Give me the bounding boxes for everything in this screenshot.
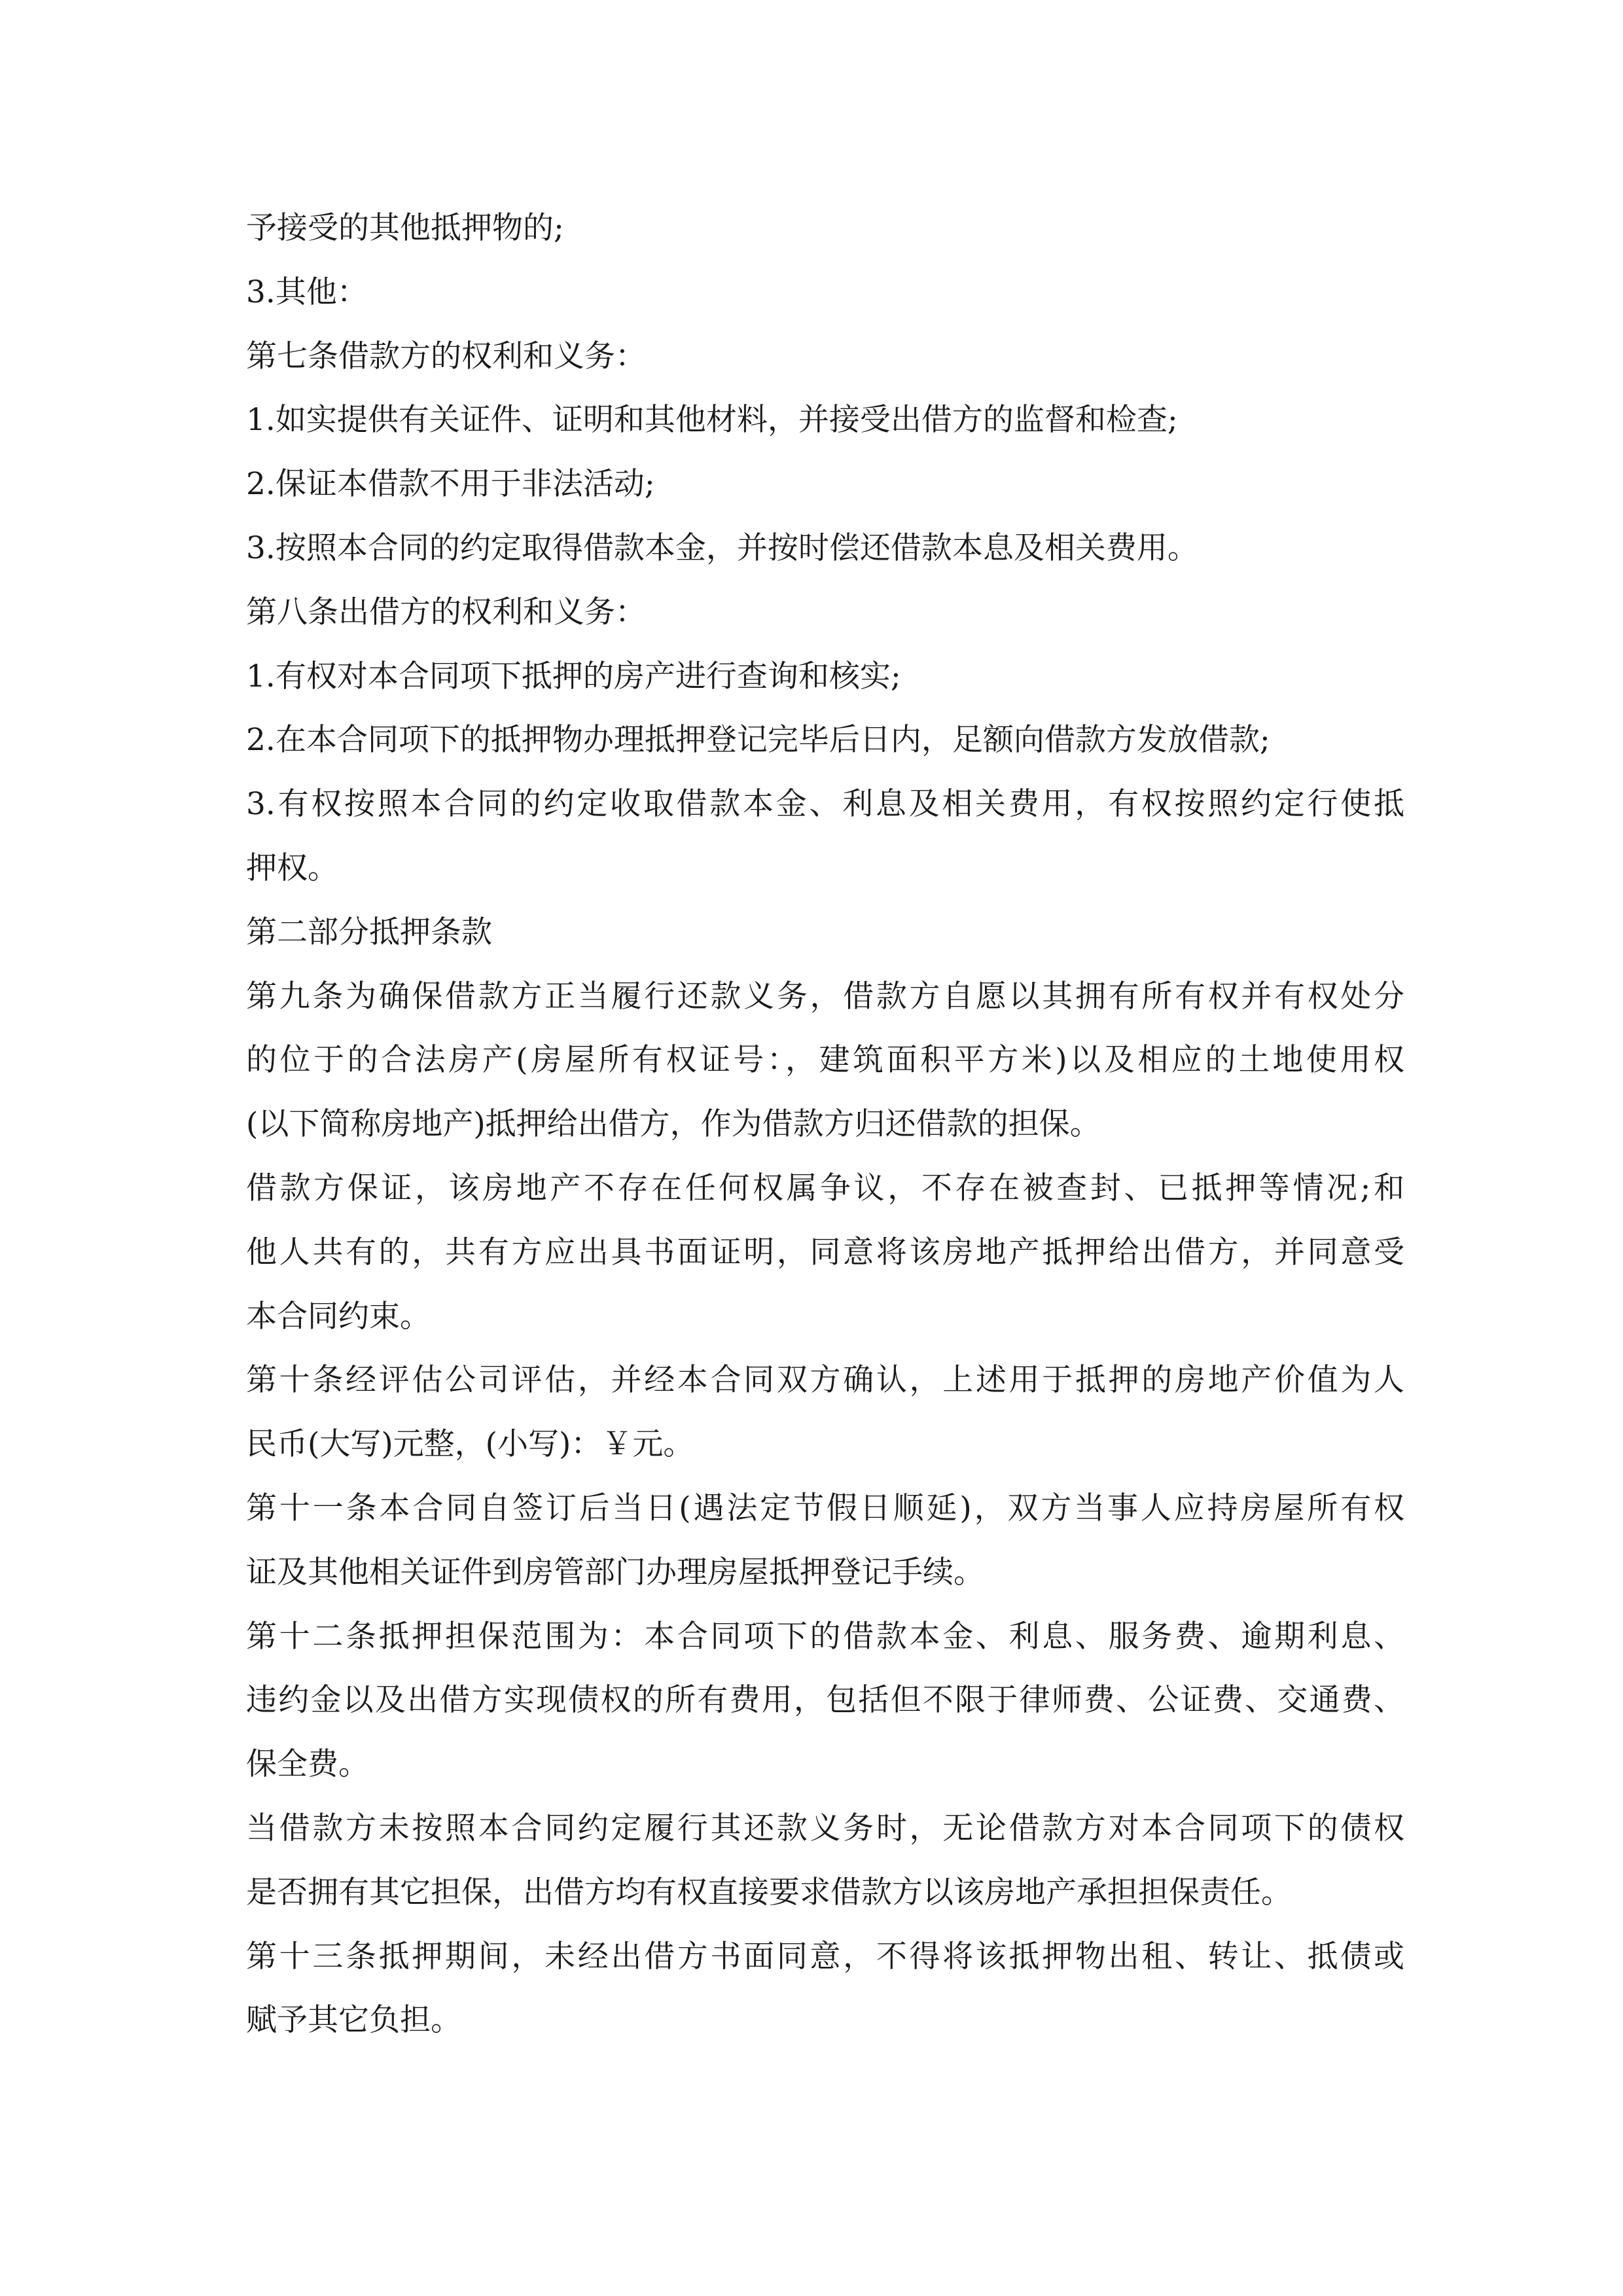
section-heading: 第八条出借方的权利和义务：: [246, 594, 646, 630]
text-line: 证及其他相关证件到房管部门办理房屋抵押登记手续。: [246, 1554, 984, 1590]
text-line: 的位于的合法房产(房屋所有权证号：，建筑面积平方米)以及相应的土地使用权: [246, 1042, 1404, 1079]
text-line: 本合同约束。: [246, 1298, 431, 1335]
text-line: 是否拥有其它担保，出借方均有权直接要求借款方以该房地产承担担保责任。: [246, 1874, 1292, 1910]
text-line: 予接受的其他抵押物的;: [246, 210, 564, 246]
text-line: 2.保证本借款不用于非法活动;: [246, 466, 655, 503]
text-line: 3.按照本合同的约定取得借款本金，并按时偿还借款本息及相关费用。: [246, 529, 1198, 566]
text-line: 保全费。: [246, 1746, 369, 1783]
text-line: 赋予其它负担。: [246, 2002, 461, 2039]
text-line: 他人共有的，共有方应出具书面证明，同意将该房地产抵押给出借方，并同意受: [246, 1234, 1404, 1270]
text-line: (以下简称房地产)抵押给出借方，作为借款方归还借款的担保。: [246, 1106, 1101, 1143]
section-heading: 第七条借款方的权利和义务：: [246, 338, 646, 374]
text-line: 2.在本合同项下的抵押物办理抵押登记完毕后日内，足额向借款方发放借款;: [246, 722, 1270, 759]
text-line: 民币(大写)元整，(小写)：￥元。: [246, 1426, 694, 1463]
text-line: 第九条为确保借款方正当履行还款义务，借款方自愿以其拥有所有权并有权处分: [246, 978, 1404, 1014]
text-line: 1.有权对本合同项下抵押的房产进行查询和核实;: [246, 658, 901, 694]
text-line: 第十二条抵押担保范围为：本合同项下的借款本金、利息、服务费、逾期利息、: [246, 1618, 1404, 1655]
text-line: 3.有权按照本合同的约定收取借款本金、利息及相关费用，有权按照约定行使抵: [246, 786, 1404, 823]
text-line: 借款方保证，该房地产不存在任何权属争议，不存在被查封、已抵押等情况;和: [246, 1170, 1404, 1206]
document-body: [246, 196, 1404, 2053]
text-line: 第十一条本合同自签订后当日(遇法定节假日顺延)，双方当事人应持房屋所有权: [246, 1490, 1404, 1526]
text-line: 违约金以及出借方实现债权的所有费用，包括但不限于律师费、公证费、交通费、: [246, 1682, 1404, 1719]
text-line: 当借款方未按照本合同约定履行其还款义务时，无论借款方对本合同项下的债权: [246, 1810, 1404, 1846]
text-line: 3.其他：: [246, 274, 368, 310]
part-heading: 第二部分抵押条款: [246, 914, 492, 950]
text-line: 第十条经评估公司评估，并经本合同双方确认，上述用于抵押的房地产价值为人: [246, 1362, 1404, 1399]
text-line: 第十三条抵押期间，未经出借方书面同意，不得将该抵押物出租、转让、抵债或: [246, 1938, 1404, 1975]
text-line: 押权。: [246, 850, 338, 886]
text-line: 1.如实提供有关证件、证明和其他材料，并接受出借方的监督和检查;: [246, 402, 1178, 439]
